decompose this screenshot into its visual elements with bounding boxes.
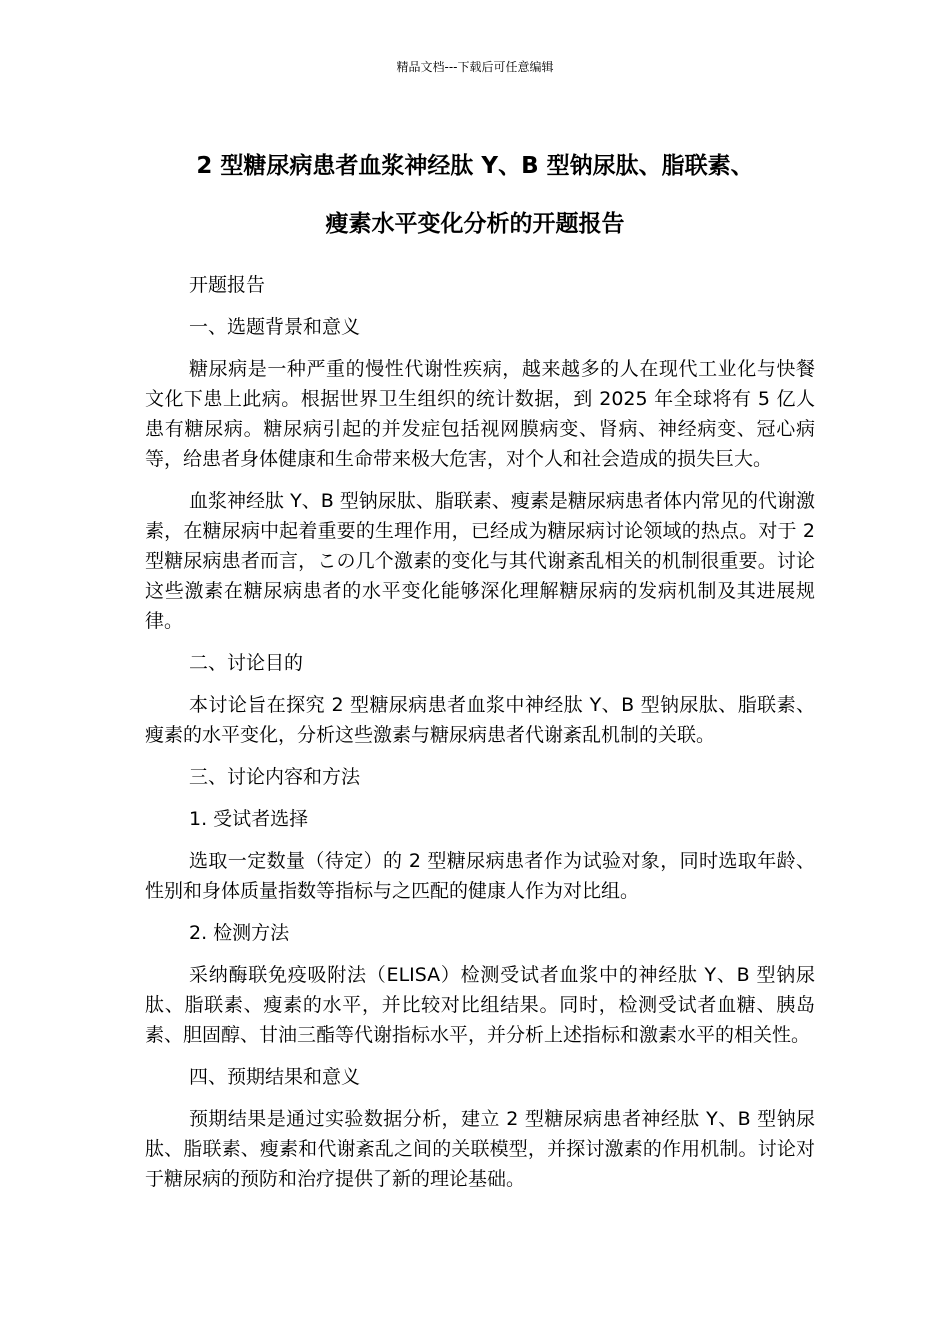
section-1-paragraph-1: 糖尿病是一种严重的慢性代谢性疾病，越来越多的人在现代工业化与快餐文化下患上此病。根据世界卫生组织的统计数据，到 2025 年全球将有 5 亿人患有糖尿病。糖尿病引起的并发症包括视网膜病变、肾病、神经病变、冠心病等，给患者身体健康和生命带来极大危害，对个人和社会造成的损失巨大。 bbox=[145, 358, 815, 470]
section-4-heading: 四、预期结果和意义 bbox=[189, 1066, 361, 1088]
section-2-paragraph-1: 本讨论旨在探究 2 型糖尿病患者血浆中神经肽 Y、B 型钠尿肽、脂联素、瘦素的水平变化，分析这些激素与糖尿病患者代谢紊乱机制的关联。 bbox=[145, 694, 815, 746]
section-2-heading: 二、讨论目的 bbox=[189, 652, 304, 674]
section-3-subheading-1: 1. 受试者选择 bbox=[189, 808, 309, 830]
title-line-1: 2 型糖尿病患者血浆神经肽 Y、B 型钠尿肽、脂联素、 bbox=[196, 153, 754, 179]
section-3-paragraph-1: 选取一定数量（待定）的 2 型糖尿病患者作为试验对象，同时选取年龄、性别和身体质量指数等指标与之匹配的健康人作为对比组。 bbox=[145, 850, 815, 902]
document-title bbox=[100, 137, 850, 253]
section-4-paragraph-1: 预期结果是通过实验数据分析，建立 2 型糖尿病患者神经肽 Y、B 型钠尿肽、脂联素、瘦素和代谢紊乱之间的关联模型，并探讨激素的作用机制。讨论对于糖尿病的预防和治疗提供了新的理论基础。 bbox=[145, 1108, 815, 1190]
section-3-subheading-2: 2. 检测方法 bbox=[189, 922, 290, 944]
section-1-heading: 一、选题背景和意义 bbox=[189, 316, 361, 338]
title-line-2: 瘦素水平变化分析的开题报告 bbox=[325, 211, 625, 237]
section-1-paragraph-2: 血浆神经肽 Y、B 型钠尿肽、脂联素、瘦素是糖尿病患者体内常见的代谢激素，在糖尿病中起着重要的生理作用，已经成为糖尿病讨论领域的热点。对于 2 型糖尿病患者而言，この几个激素的变化与其代谢紊乱相关的机制很重要。讨论这些激素在糖尿病患者的水平变化能够深化理解糖尿病的发病机制及其进展规律。 bbox=[145, 490, 815, 632]
page-header-watermark: 精品文档---下载后可任意编辑 bbox=[396, 60, 554, 74]
section-3-heading: 三、讨论内容和方法 bbox=[189, 766, 361, 788]
section-3-paragraph-2: 采纳酶联免疫吸附法（ELISA）检测受试者血浆中的神经肽 Y、B 型钠尿肽、脂联素、瘦素的水平，并比较对比组结果。同时，检测受试者血糖、胰岛素、胆固醇、甘油三酯等代谢指标水平，并分析上述指标和激素水平的相关性。 bbox=[145, 964, 815, 1046]
report-label: 开题报告 bbox=[189, 274, 266, 296]
document-body bbox=[145, 270, 815, 1206]
